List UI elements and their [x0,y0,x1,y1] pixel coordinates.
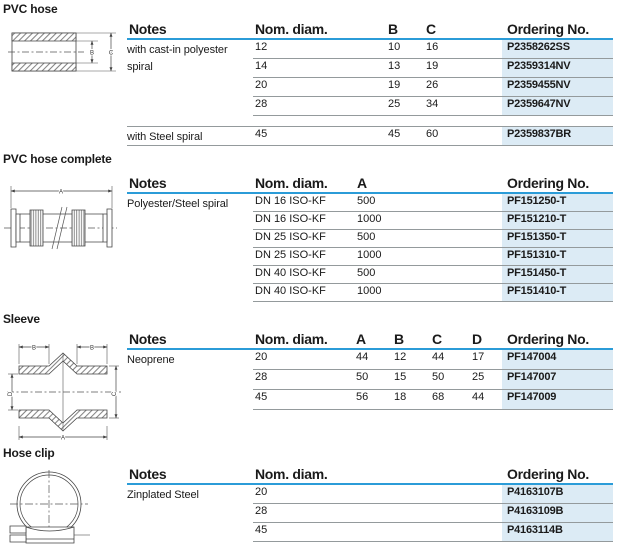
table-row [253,485,613,504]
cell-nom-diam: 45 [255,524,268,536]
section-pvc-hose [0,0,618,150]
cell-a: 500 [357,267,376,279]
cell-ordering-no: PF147004 [502,350,613,369]
cell-ordering-no: P2359647NV [502,97,613,115]
cell-ordering-no: P4163107B [502,485,613,503]
cell-b: 25 [388,98,401,110]
notes-cell: Polyester/Steel spiral [127,198,229,210]
cell-a: 44 [356,351,369,363]
table-row [253,248,613,266]
cell-a: 50 [356,371,369,383]
cell-c: 60 [426,128,439,140]
cell-nom-diam: 28 [255,505,268,517]
header-cell-ordering: Ordering No. [507,331,589,347]
header-cell-ordering: Ordering No. [507,466,589,482]
dim-label-a: A [58,189,64,196]
section-hose-clip [0,444,618,547]
table-group [127,485,613,542]
cell-nom-diam: DN 16 ISO-KF [255,213,326,225]
section-pvc-hose-complete [0,150,618,310]
table-row [253,59,613,78]
table-group-steel-spiral [127,126,613,146]
hose-clip-table [127,463,613,542]
cell-c: 16 [426,41,439,53]
cell-nom-diam: DN 25 ISO-KF [255,231,326,243]
header-cell-nom-diam: Nom. diam. [255,331,328,347]
header-cell-d: D [472,331,482,347]
table-row [253,390,613,410]
notes-cell: Neoprene [127,354,175,366]
dim-label-b-left: B [31,345,37,352]
cell-nom-diam: DN 40 ISO-KF [255,285,326,297]
dim-label-c: C [108,50,114,57]
table-row [253,127,613,145]
sleeve-table [127,328,613,410]
cell-ordering-no: P4163109B [502,504,613,522]
cell-nom-diam: 14 [255,60,268,72]
dim-label-c: C [112,391,118,397]
cell-b: 18 [394,391,407,403]
header-cell-notes: Notes [129,331,167,347]
table-header [127,172,613,194]
cell-nom-diam: DN 16 ISO-KF [255,195,326,207]
table-row [253,284,613,302]
pvc-hose-table [127,18,613,146]
cell-b: 13 [388,60,401,72]
pvc-hose-complete-drawing [4,183,119,268]
pvc-hose-complete-table [127,172,613,302]
cell-ordering-no: PF151250-T [502,194,613,211]
cell-ordering-no: P2358262SS [502,40,613,58]
cell-nom-diam: 20 [255,351,268,363]
cell-nom-diam: DN 40 ISO-KF [255,267,326,279]
header-cell-c: C [432,331,442,347]
dim-label-b: B [89,50,95,57]
header-cell-notes: Notes [129,175,167,191]
cell-nom-diam: 20 [255,79,268,91]
cell-nom-diam: 12 [255,41,268,53]
header-cell-ordering: Ordering No. [507,21,589,37]
table-header [127,463,613,485]
table-row [253,97,613,116]
table-row [253,194,613,212]
table-row [253,40,613,59]
table-row [253,350,613,370]
table-row [253,523,613,542]
cell-ordering-no: PF151210-T [502,212,613,229]
cell-a: 500 [357,231,376,243]
sleeve-drawing [5,336,123,442]
cell-d: 17 [472,351,485,363]
cell-b: 15 [394,371,407,383]
cell-nom-diam: 45 [255,391,268,403]
notes-cell: with Steel spiral [127,131,203,143]
cell-b: 45 [388,128,401,140]
header-cell-b: B [394,331,404,347]
header-cell-nom-diam: Nom. diam. [255,21,328,37]
header-cell-b: B [388,21,398,37]
table-row [253,370,613,390]
cell-ordering-no: PF151310-T [502,248,613,265]
cell-nom-diam: DN 25 ISO-KF [255,249,326,261]
cell-ordering-no: P4163114B [502,523,613,541]
notes-cell: Zinplated Steel [127,489,199,501]
cell-ordering-no: PF151410-T [502,284,613,301]
cell-c: 19 [426,60,439,72]
cell-ordering-no: PF151350-T [502,230,613,247]
header-cell-ordering: Ordering No. [507,175,589,191]
cell-b: 10 [388,41,401,53]
dim-label-d: D [8,391,14,397]
table-group [127,40,613,116]
cell-a: 500 [357,195,376,207]
table-row [253,212,613,230]
hose-clip-drawing [4,469,92,547]
header-cell-notes: Notes [129,466,167,482]
section-sleeve [0,310,618,444]
header-cell-notes: Notes [129,21,167,37]
section-title: PVC hose complete [3,152,112,166]
cell-a: 1000 [357,249,382,261]
section-title: Hose clip [3,446,55,460]
header-cell-c: C [426,21,436,37]
table-group [127,194,613,302]
cell-ordering-no: PF147009 [502,390,613,409]
section-title: Sleeve [3,312,40,326]
cell-c: 68 [432,391,445,403]
cell-a: 1000 [357,285,382,297]
table-group [127,350,613,410]
cell-a: 1000 [357,213,382,225]
cell-nom-diam: 28 [255,371,268,383]
section-title: PVC hose [3,2,58,16]
cell-d: 25 [472,371,485,383]
cell-ordering-no: P2359455NV [502,78,613,96]
cell-b: 19 [388,79,401,91]
table-row [253,78,613,97]
cell-c: 50 [432,371,445,383]
header-cell-nom-diam: Nom. diam. [255,466,328,482]
cell-c: 34 [426,98,439,110]
table-header [127,18,613,40]
cell-nom-diam: 28 [255,98,268,110]
cell-nom-diam: 20 [255,486,268,498]
cell-b: 12 [394,351,407,363]
header-cell-nom-diam: Nom. diam. [255,175,328,191]
table-row [253,266,613,284]
pvc-hose-drawing [8,27,120,75]
cell-ordering-no: P2359837BR [502,127,613,145]
table-row [253,504,613,523]
table-header [127,328,613,350]
cell-nom-diam: 45 [255,128,268,140]
dim-label-b-right: B [89,345,95,352]
cell-ordering-no: PF147007 [502,370,613,389]
cell-ordering-no: P2359314NV [502,59,613,77]
header-cell-a: A [357,175,367,191]
cell-ordering-no: PF151450-T [502,266,613,283]
notes-cell: with cast-in polyester spiral [127,44,228,73]
cell-a: 56 [356,391,369,403]
cell-c: 26 [426,79,439,91]
dim-label-a: A [60,435,66,442]
cell-d: 44 [472,391,485,403]
cell-c: 44 [432,351,445,363]
header-cell-a: A [356,331,366,347]
table-row [253,230,613,248]
